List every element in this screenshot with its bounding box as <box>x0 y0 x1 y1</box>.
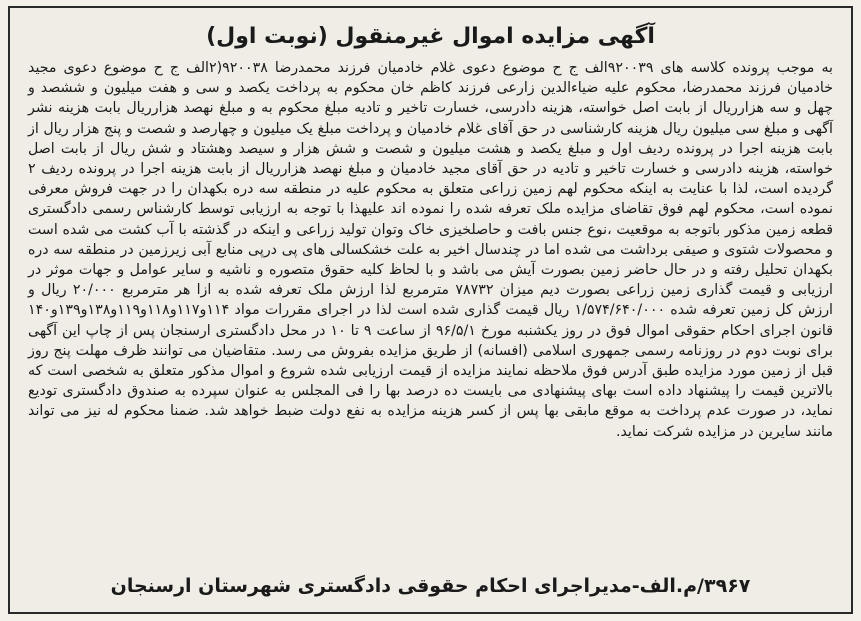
notice-signature: ۳۹۶۷/م.الف-مدیراجرای احکام حقوقی دادگستری شهرستان ارسنجان <box>110 575 751 597</box>
notice-title: آگهی مزایده اموال غیرمنقول (نوبت اول) <box>206 24 655 49</box>
notice-paper <box>8 6 853 614</box>
notice-body: به موجب پرونده کلاسه های ۹۲۰۰۳۹الف ج ح موضوع دعوی غلام خادمیان فرزند محمدرضا ۹۲۰۰۳۸(۲الف ج ح موضوع دعوی مجید خادمیان فرزند محمدرضا، محکوم علیه ضیاءالدین زارعی فرزند کاظم خان محکوم به پرداخت یکصد و سی و هفت میلیون و ششصد و چهل و سه هزارریال از بابت اصل خواسته، هزینه دادرسی، خسارت تاخیر و تادیه مبلغ محکوم به و مبلغ نهصد هزارریال بابت هزینه نشر آگهی و مبلغ سی میلیون ریال هزینه کارشناسی در حق آقای غلام خادمیان و پرداخت مبلغ یک میلیون و چهارصد و شصت و پنج هزار ریال از بابت هزینه اجرا در پرونده ردیف اول و مبلغ یکصد و هشت میلیون و شصت و شش هزار و سیصد وهشتاد و شش ریال از بابت اصل خواسته، هزینه دادرسی و خسارت تاخیر و تادیه در حق آقای مجید خادمیان و مبلغ نهصد هزارریال از بابت هزینه اجرا در پرونده ردیف ۲ گردیده است، لذا با عنایت به اینکه محکوم لهم زمین زراعی متعلق به محکوم علیه در منطقه سه دره بکهدان را در جهت فروش معرفی نموده است، محکوم لهم فوق تقاضای مزایده ملک تعرفه شده را نموده اند علیهذا با توجه به ارزیابی توسط کارشناس رسمی دادگستری قطعه زمین مذکور باتوجه به موقعیت ،نوع جنس بافت و حاصلخیزی خاک وتوان تولید زراعی و اینکه در گذشته با آب کشت می شده است و محصولات شتوی و صیفی برداشت می شده اما در چندسال اخیر به علت خشکسالی های پی درپی منابع آبی زیرزمین در منطقه سه دره بکهدان تحلیل رفته و در حال حاضر زمین بصورت آیش می باشد و با لحاظ کلیه حقوق متصوره و ناشیه و سایر عوامل و جهات موثر در ارزیابی و قیمت گذاری زمین زراعی بصورت دیم میزان ۷۸۷۳۲ مترمربع لذا ارزش ملک تعرفه شده به ازا هر مترمربع ۲۰/۰۰۰ ریال و ارزش کل زمین تعرفه شده ۱/۵۷۴/۶۴۰/۰۰۰ ریال قیمت گذاری شده است لذا در اجرای مقررات مواد ۱۱۴و۱۱۷و۱۱۸و۱۱۹و۱۳۸و۱۳۹و۱۴۰ قانون اجرای احکام حقوقی اموال فوق در روز یکشنبه مورخ ۹۶/۵/۱ از ساعت ۹ تا ۱۰ در محل دادگستری ارسنجان پس از چاپ این آگهی برای نوبت دوم در روزنامه رسمی جمهوری اسلامی (افسانه) از طریق مزایده بفروش می رسد. متقاضیان می توانند ظرف مهلت پنج روز قبل از زمین مورد مزایده طبق آدرس فوق ملاحظه نمایند مزایده از قیمت ارزیابی شده شروع و اموال مذکور متعلق به شخصی است که بالاترین قیمت را پیشنهاد داده است بهای پیشنهادی می بایست ده درصد بها را فی المجلس به عنوان سپرده به صندوق دادگستری تودیع نماید، در صورت عدم پرداخت به موقع مابقی بها پس از کسر هزینه مزایده به نفع دولت ضبط خواهد شد. ضمنا محکوم له نیز می تواند مانند سایرین در مزایده شرکت نماید. <box>28 60 833 440</box>
